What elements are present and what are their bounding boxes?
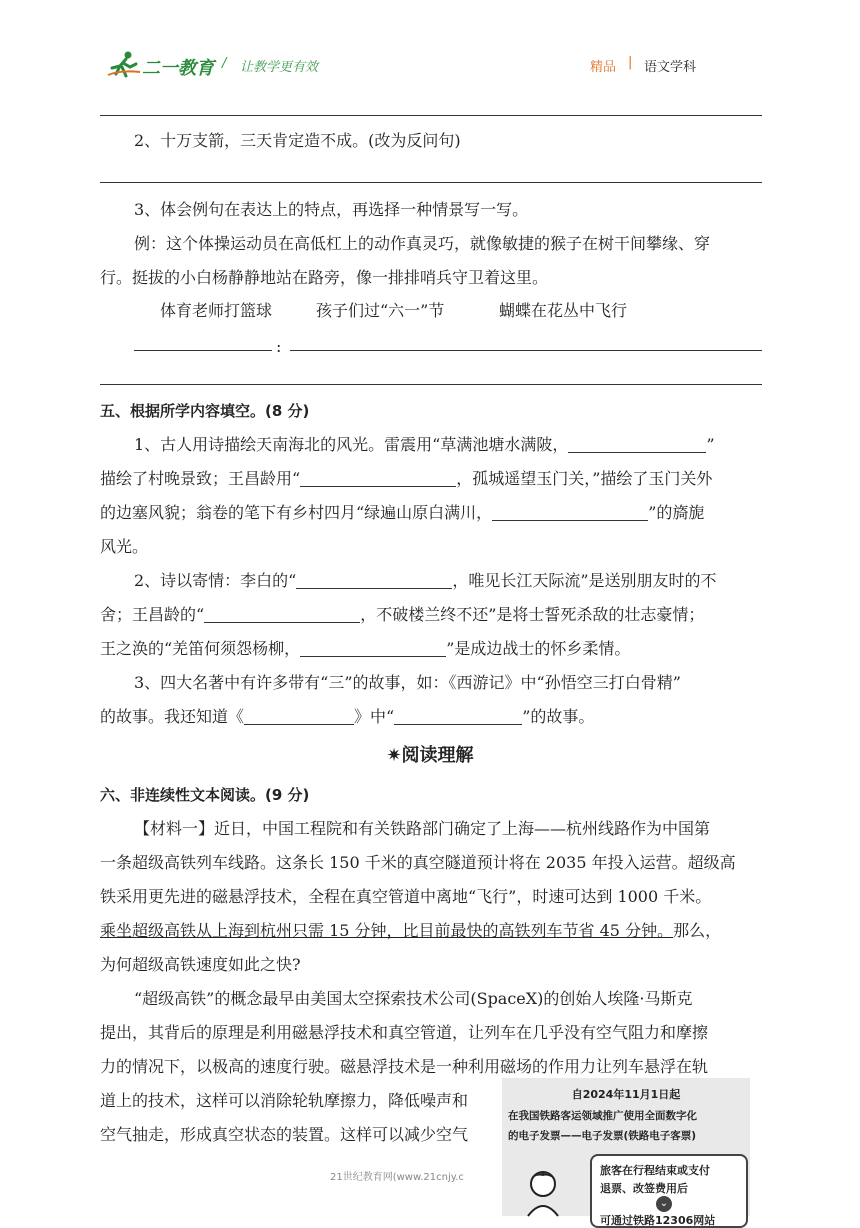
s5-q3-line2 bbox=[100, 706, 594, 728]
colon: : bbox=[276, 337, 282, 356]
answer-line bbox=[100, 182, 762, 183]
s5-q3-text: 》中“ bbox=[354, 707, 395, 726]
s6-p1-text: 那么， bbox=[673, 921, 722, 940]
premium-label: 精品 bbox=[590, 60, 617, 75]
q3-option-1: 体育老师打篮球 bbox=[160, 301, 273, 320]
s5-q1-line2 bbox=[100, 468, 712, 490]
s6-p2-line5: 空气抽走，形成真空状态的装置。这样可以减少空气 bbox=[100, 1125, 469, 1144]
s5-q1-text: 描绘了村晚景致；王昌龄用“ bbox=[100, 469, 301, 488]
s5-q3-text: 的故事。我还知道《 bbox=[100, 707, 245, 726]
header-divider: / bbox=[222, 56, 227, 71]
s5-q2-text: 舍；王昌龄的“ bbox=[100, 605, 205, 624]
header-separator: | bbox=[628, 55, 633, 70]
answer-line bbox=[100, 115, 762, 116]
writing-blank[interactable] bbox=[290, 350, 762, 351]
fill-blank[interactable] bbox=[300, 640, 446, 657]
s6-p1-line3: 铁采用更先进的磁悬浮技术，全程在真空管道中离地“飞行”，时速可达到 1000 千米。 bbox=[100, 887, 712, 906]
s5-q1-text: 的边塞风貌；翁卷的笔下有乡村四月“绿遍山原白满川， bbox=[100, 503, 493, 522]
s5-q2-text: ，不破楼兰终不还”是将士誓死杀敌的壮志豪情； bbox=[360, 605, 705, 624]
runner-logo-icon bbox=[106, 50, 142, 78]
q3-option-2: 孩子们过“六一”节 bbox=[316, 301, 445, 320]
reading-heading: ✷阅读理解 bbox=[386, 745, 474, 766]
fill-blank[interactable] bbox=[244, 708, 354, 725]
s5-q1-quote: ” bbox=[706, 435, 715, 454]
s6-p1-line4 bbox=[100, 920, 721, 942]
s5-q2-text: ”是成边战士的怀乡柔情。 bbox=[446, 639, 631, 658]
fill-blank[interactable] bbox=[492, 504, 648, 521]
notice-date: 自2024年11月1日起 bbox=[571, 1088, 681, 1101]
bubble-line2: 退票、改签费用后 bbox=[600, 1182, 688, 1195]
s5-q1-text: ”的旖旎 bbox=[648, 503, 705, 522]
e-ticket-notice-image bbox=[502, 1078, 750, 1227]
s5-q1-line1 bbox=[134, 434, 715, 456]
bubble-line3: 可通过铁路12306网站 bbox=[600, 1214, 716, 1227]
fill-blank[interactable] bbox=[300, 470, 456, 487]
s5-q2-line1 bbox=[134, 570, 717, 592]
s6-p1-line2: 一条超级高铁列车线路。这条长 150 千米的真空隧道预计将在 2035 年投入运营。超级高 bbox=[100, 853, 736, 872]
s5-q2-line3 bbox=[100, 638, 630, 660]
answer-line bbox=[100, 384, 762, 385]
s5-q3-text: ”的故事。 bbox=[522, 707, 595, 726]
fill-blank[interactable] bbox=[394, 708, 522, 725]
s6-p2-line2: 提出，其背后的原理是利用磁悬浮技术和真空管道，让列车在几乎没有空气阻力和摩擦 bbox=[100, 1023, 709, 1042]
s6-p2-line4: 道上的技术，这样可以消除轮轨摩擦力，降低噪声和 bbox=[100, 1091, 469, 1110]
subject-label: 语文学科 bbox=[644, 60, 697, 75]
s6-p1-line5: 为何超级高铁速度如此之快? bbox=[100, 955, 301, 974]
s5-q2-line2 bbox=[100, 604, 704, 626]
slogan: 让教学更有效 bbox=[240, 60, 319, 75]
logo-text: 二一教育 bbox=[142, 58, 214, 79]
s5-q1-line4: 风光。 bbox=[100, 537, 149, 556]
q3-option-3: 蝴蝶在花丛中飞行 bbox=[499, 301, 628, 320]
s6-p1-line1: 【材料一】近日，中国工程院和有关铁路部门确定了上海——杭州线路作为中国第 bbox=[134, 819, 711, 838]
s5-q2-text: ，唯见长江天际流”是送别朋友时的不 bbox=[452, 571, 717, 590]
underlined-sentence: 乘坐超级高铁从上海到杭州只需 15 分钟，比目前最快的高铁列车节省 45 分钟。 bbox=[100, 921, 674, 940]
s5-q2-text: 2、诗以寄情：李白的“ bbox=[134, 571, 297, 590]
scene-blank[interactable] bbox=[134, 350, 272, 351]
s5-q1-line3 bbox=[100, 502, 704, 524]
s5-q3-line1: 3、四大名著中有许多带有“三”的故事，如：《西游记》中“孙悟空三打白骨精” bbox=[134, 673, 681, 692]
s6-p2-line1: “超级高铁”的概念最早由美国太空探索技术公司(SpaceX)的创始人埃隆·马斯克 bbox=[134, 989, 693, 1008]
speech-bubble bbox=[590, 1154, 748, 1228]
s6-p2-line3: 力的情况下，以极高的速度行驶。磁悬浮技术是一种利用磁场的作用力让列车悬浮在轨 bbox=[100, 1057, 709, 1076]
s5-q1-text: ，孤城遥望玉门关，”描绘了玉门关外 bbox=[456, 469, 713, 488]
s5-q2-text: 王之涣的“羌笛何须怨杨柳， bbox=[100, 639, 301, 658]
q2-text: 2、十万支箭，三天肯定造不成。(改为反问句) bbox=[134, 131, 461, 150]
section6-title: 六、非连续性文本阅读。(9 分) bbox=[100, 786, 310, 804]
footer-text: 21世纪教育网(www.21cnjy.c bbox=[330, 1172, 464, 1183]
s5-q1-text: 1、古人用诗描绘天南海北的风光。雷震用“草满池塘水满陂， bbox=[134, 435, 569, 454]
fill-blank[interactable] bbox=[568, 436, 706, 453]
section5-title: 五、根据所学内容填空。(8 分) bbox=[100, 402, 310, 420]
fill-blank[interactable] bbox=[296, 572, 452, 589]
q3-example-line1: 例：这个体操运动员在高低杠上的动作真灵巧，就像敏捷的猴子在树干间攀缘、穿 bbox=[134, 234, 711, 253]
notice-line2: 的电子发票——电子发票(铁路电子客票) bbox=[508, 1130, 697, 1142]
fill-blank[interactable] bbox=[204, 606, 360, 623]
bubble-line1: 旅客在行程结束或支付 bbox=[600, 1164, 710, 1177]
person-illustration-icon bbox=[518, 1166, 568, 1216]
notice-line1: 在我国铁路客运领域推广使用全面数字化 bbox=[508, 1110, 697, 1122]
q3-prompt: 3、体会例句在表达上的特点，再选择一种情景写一写。 bbox=[134, 200, 529, 219]
chevron-down-icon: ⌄ bbox=[656, 1196, 672, 1212]
q3-example-line2: 行。挺拔的小白杨静静地站在路旁，像一排排哨兵守卫着这里。 bbox=[100, 268, 549, 287]
